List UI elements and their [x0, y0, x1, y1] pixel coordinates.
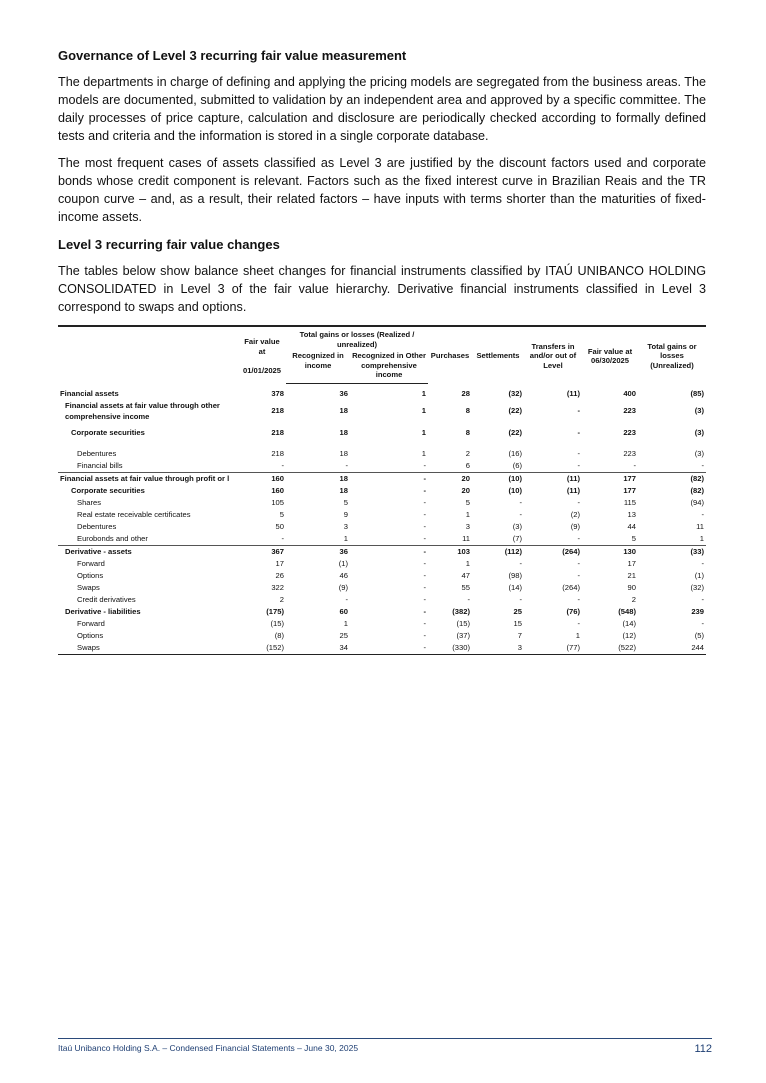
row-value: 367 — [238, 545, 286, 558]
row-value: - — [423, 571, 426, 580]
row-value: 13 — [627, 510, 636, 519]
row-value: - — [701, 559, 704, 568]
table-row — [58, 533, 706, 546]
changes-heading: Level 3 recurring fair value changes — [58, 237, 280, 252]
row-value: 18 — [286, 472, 350, 485]
table-row — [58, 545, 706, 558]
row-value: - — [423, 583, 426, 592]
row-value: (9) — [338, 583, 348, 592]
row-value: 400 — [623, 388, 636, 398]
row-label: Forward — [77, 559, 105, 568]
row-value: (1) — [694, 571, 704, 580]
row-value: 1 — [421, 449, 426, 458]
header-blank — [58, 326, 238, 383]
row-value: 1 — [421, 389, 426, 398]
row-label: Forward — [77, 619, 105, 628]
row-value: (33) — [638, 545, 706, 558]
row-value: 239 — [691, 607, 704, 616]
row-value: 36 — [339, 389, 348, 398]
row-value: (94) — [690, 498, 704, 507]
footer-text: Itaú Unibanco Holding S.A. – Condensed Financial Statements – June 30, 2025 — [58, 1043, 359, 1053]
row-value: - — [281, 534, 284, 543]
row-value: (16) — [508, 449, 522, 458]
row-label: Swaps — [58, 642, 238, 655]
row-value: - — [701, 595, 704, 604]
header-recognized-oci: Recognized in Other comprehensive income — [350, 350, 428, 383]
row-value: (15) — [456, 619, 470, 628]
row-value: 5 — [279, 510, 284, 519]
document-page — [58, 48, 706, 655]
row-value: 18 — [339, 486, 348, 495]
row-value: 44 — [627, 522, 636, 531]
row-value: 160 — [271, 486, 284, 495]
row-value: 1 — [343, 534, 348, 543]
header-settlements: Settlements — [472, 326, 524, 383]
row-value: (6) — [512, 461, 522, 470]
row-value: 7 — [517, 631, 522, 640]
table-row — [58, 485, 706, 497]
row-value: (32) — [690, 583, 704, 592]
row-value: (11) — [524, 472, 582, 485]
row-value: 3 — [465, 522, 470, 531]
row-value: (548) — [618, 607, 636, 616]
row-value: - — [577, 461, 580, 470]
row-value: 130 — [582, 545, 638, 558]
row-value: 2 — [631, 595, 636, 604]
row-value: 378 — [271, 388, 284, 398]
page-footer — [58, 1038, 712, 1055]
row-value: 9 — [343, 510, 348, 519]
row-value: (85) — [690, 388, 704, 398]
row-value: (2) — [570, 510, 580, 519]
row-label: Financial bills — [77, 461, 123, 470]
row-value: - — [345, 461, 348, 470]
table-row — [58, 521, 706, 533]
governance-paragraph-2: The most frequent cases of assets classified as Level 3 are justified by the discount factors used and corporate bonds whose credit component is relevant. Factors such as the fixed interest curve in Brazilian Reais and the TR coupon curve – and, as a result, their related factors – have inputs with terms shorter than the maturities of fixed-income assets. — [58, 156, 706, 224]
row-value: 1 — [575, 631, 580, 640]
header-transfers: Transfers in and/or out of Level — [524, 326, 582, 383]
row-value: (37) — [456, 631, 470, 640]
row-value: (9) — [570, 522, 580, 531]
table-row — [58, 642, 706, 655]
table-row — [58, 422, 706, 444]
row-value: - — [350, 642, 428, 655]
row-value: 8 — [465, 406, 470, 415]
row-value: (3) — [694, 406, 704, 415]
row-value: - — [423, 486, 426, 495]
row-label: Debentures — [77, 522, 117, 531]
row-value: (152) — [238, 642, 286, 655]
row-value: - — [350, 545, 428, 558]
row-value: - — [701, 461, 704, 470]
row-value: 60 — [339, 607, 348, 616]
row-value: 17 — [627, 559, 636, 568]
row-value: - — [701, 510, 704, 519]
row-value: 105 — [271, 498, 284, 507]
row-value: 103 — [428, 545, 472, 558]
row-value: - — [519, 559, 522, 568]
row-value: 20 — [428, 472, 472, 485]
row-value: 18 — [339, 428, 348, 437]
level3-changes-table — [58, 325, 706, 655]
row-value: 47 — [461, 571, 470, 580]
row-label: Derivative - assets — [58, 545, 238, 558]
changes-paragraph: The tables below show balance sheet changes for financial instruments classified by ITAÚ UNIBANCO HOLDING CONSOLIDATED in Level 3 of the fair value hierarchy. Derivative financial instruments classified in Level 3 correspond to swaps and options. — [58, 264, 706, 314]
row-value: (1) — [338, 559, 348, 568]
row-value: - — [577, 406, 580, 415]
row-value: - — [423, 510, 426, 519]
page-number: 112 — [694, 1043, 712, 1055]
row-value: (3) — [694, 449, 704, 458]
row-value: - — [577, 449, 580, 458]
row-value: 21 — [627, 571, 636, 580]
table-row — [58, 558, 706, 570]
row-value: 2 — [279, 595, 284, 604]
header-fv-start-line1: Fair value at — [244, 337, 280, 356]
row-label: Debentures — [77, 449, 117, 458]
row-value: 218 — [271, 449, 284, 458]
row-value: 1 — [343, 619, 348, 628]
row-label: Corporate securities — [71, 486, 145, 495]
header-recognized-income: Recognized in income — [286, 350, 350, 383]
row-value: 11 — [462, 534, 470, 543]
row-value: - — [423, 595, 426, 604]
row-value: 25 — [339, 631, 348, 640]
table-body — [58, 383, 706, 654]
row-value: 5 — [631, 534, 636, 543]
row-value: 177 — [582, 472, 638, 485]
row-value: 1 — [699, 534, 704, 543]
row-value: - — [577, 559, 580, 568]
row-value: 46 — [339, 571, 348, 580]
row-label: Eurobonds and other — [77, 534, 148, 543]
row-label: Financial assets — [60, 388, 119, 398]
row-value: - — [281, 461, 284, 470]
row-value: 218 — [271, 428, 284, 437]
row-value: 18 — [339, 449, 348, 458]
row-value: 18 — [339, 406, 348, 415]
row-value: 6 — [465, 461, 470, 470]
row-label: Financial assets at fair value through profit or l — [58, 472, 238, 485]
row-value: - — [519, 510, 522, 519]
row-value: (3) — [694, 428, 704, 437]
row-value: - — [423, 559, 426, 568]
row-value: 55 — [461, 583, 470, 592]
row-value: (12) — [622, 631, 636, 640]
row-value: 34 — [286, 642, 350, 655]
row-value: 218 — [271, 406, 284, 415]
row-value: (77) — [524, 642, 582, 655]
row-value: (22) — [508, 406, 522, 415]
row-value: 8 — [465, 428, 470, 437]
row-label: Corporate securities — [71, 428, 145, 437]
table-row — [58, 509, 706, 521]
row-value: - — [423, 498, 426, 507]
row-value: 3 — [343, 522, 348, 531]
table-row — [58, 460, 706, 473]
row-value: 244 — [638, 642, 706, 655]
row-value: 3 — [472, 642, 524, 655]
row-value: 28 — [461, 388, 470, 398]
row-value: 11 — [696, 522, 704, 531]
row-value: 223 — [623, 406, 636, 415]
table-row — [58, 400, 706, 422]
row-value: - — [519, 595, 522, 604]
row-value: 17 — [275, 559, 284, 568]
row-value: 25 — [513, 607, 522, 616]
row-value: (10) — [472, 472, 524, 485]
row-value: - — [701, 619, 704, 628]
row-value: (14) — [622, 619, 636, 628]
row-value: (175) — [266, 607, 284, 616]
row-value: - — [423, 631, 426, 640]
row-value: 1 — [421, 406, 426, 415]
row-value: (112) — [472, 545, 524, 558]
row-label: Derivative - liabilities — [65, 607, 141, 616]
row-value: - — [577, 498, 580, 507]
row-value: - — [633, 461, 636, 470]
row-value: 1 — [465, 510, 470, 519]
row-value: 15 — [513, 619, 522, 628]
table-row — [58, 497, 706, 509]
table-row — [58, 472, 706, 485]
table-row — [58, 444, 706, 460]
table-row — [58, 594, 706, 606]
row-value: 2 — [465, 449, 470, 458]
row-value: - — [423, 461, 426, 470]
row-value: (82) — [690, 486, 704, 495]
governance-heading: Governance of Level 3 recurring fair value measurement — [58, 48, 407, 63]
row-value: - — [577, 428, 580, 437]
table-row — [58, 618, 706, 630]
row-value: - — [519, 498, 522, 507]
row-label: Credit derivatives — [77, 595, 136, 604]
row-value: 322 — [271, 583, 284, 592]
row-value: - — [350, 472, 428, 485]
row-label: Real estate receivable certificates — [77, 510, 191, 519]
row-value: (10) — [508, 486, 522, 495]
header-fv-start — [238, 326, 286, 383]
row-value: 90 — [627, 583, 636, 592]
governance-paragraph-1: The departments in charge of defining and applying the pricing models are segregated from the business areas. The models are documented, submitted to validation by an independent area and approved by a specific committee. The daily processes of price capture, calculation and disclosure are periodically checked according to formally defined tests and criteria and the information is stored in a single corporate database. — [58, 75, 706, 143]
row-value: - — [423, 534, 426, 543]
header-fv-start-line2: 01/01/2025 — [242, 365, 281, 375]
row-value: - — [467, 595, 470, 604]
row-value: (11) — [566, 388, 580, 398]
row-value: - — [423, 522, 426, 531]
row-value: (11) — [566, 486, 580, 495]
row-label: Swaps — [77, 583, 100, 592]
row-value: (32) — [508, 388, 522, 398]
row-value: - — [423, 607, 426, 616]
row-value: - — [577, 595, 580, 604]
row-value: (264) — [524, 545, 582, 558]
header-total-unrealized: Total gains or losses (Unrealized) — [638, 326, 706, 383]
header-fv-end: Fair value at 06/30/2025 — [582, 326, 638, 383]
row-value: - — [423, 619, 426, 628]
row-value: (22) — [508, 428, 522, 437]
row-value: (382) — [452, 607, 470, 616]
row-value: 5 — [343, 498, 348, 507]
row-value: (82) — [638, 472, 706, 485]
row-value: 26 — [275, 571, 284, 580]
header-gains-group: Total gains or losses (Realized / unrealized) — [286, 326, 428, 350]
row-value: - — [577, 619, 580, 628]
table-row — [58, 570, 706, 582]
row-label: Financial assets at fair value through other comprehensive income — [65, 400, 220, 421]
row-value: (330) — [428, 642, 472, 655]
row-value: - — [577, 534, 580, 543]
row-value: 223 — [623, 428, 636, 437]
table-row — [58, 582, 706, 594]
row-value: 223 — [623, 449, 636, 458]
table-row — [58, 606, 706, 618]
row-label: Options — [77, 571, 104, 580]
header-purchases: Purchases — [428, 326, 472, 383]
row-value: 160 — [238, 472, 286, 485]
row-value: - — [577, 571, 580, 580]
row-value: (8) — [274, 631, 284, 640]
row-value: 36 — [286, 545, 350, 558]
row-value: (14) — [508, 583, 522, 592]
row-value: (522) — [582, 642, 638, 655]
row-label: Shares — [77, 498, 102, 507]
row-value: (98) — [508, 571, 522, 580]
row-value: 1 — [465, 559, 470, 568]
row-value: 115 — [623, 498, 636, 507]
row-value: 5 — [465, 498, 470, 507]
row-value: (15) — [270, 619, 284, 628]
row-value: 1 — [421, 428, 426, 437]
row-label: Options — [77, 631, 104, 640]
row-value: 177 — [623, 486, 636, 495]
row-value: 50 — [275, 522, 284, 531]
row-value: (264) — [562, 583, 580, 592]
row-value: 20 — [461, 486, 470, 495]
table-row — [58, 630, 706, 642]
row-value: (3) — [512, 522, 522, 531]
table-row — [58, 383, 706, 400]
row-value: (5) — [694, 631, 704, 640]
row-value: (7) — [512, 534, 522, 543]
row-value: (76) — [566, 607, 580, 616]
row-value: - — [345, 595, 348, 604]
